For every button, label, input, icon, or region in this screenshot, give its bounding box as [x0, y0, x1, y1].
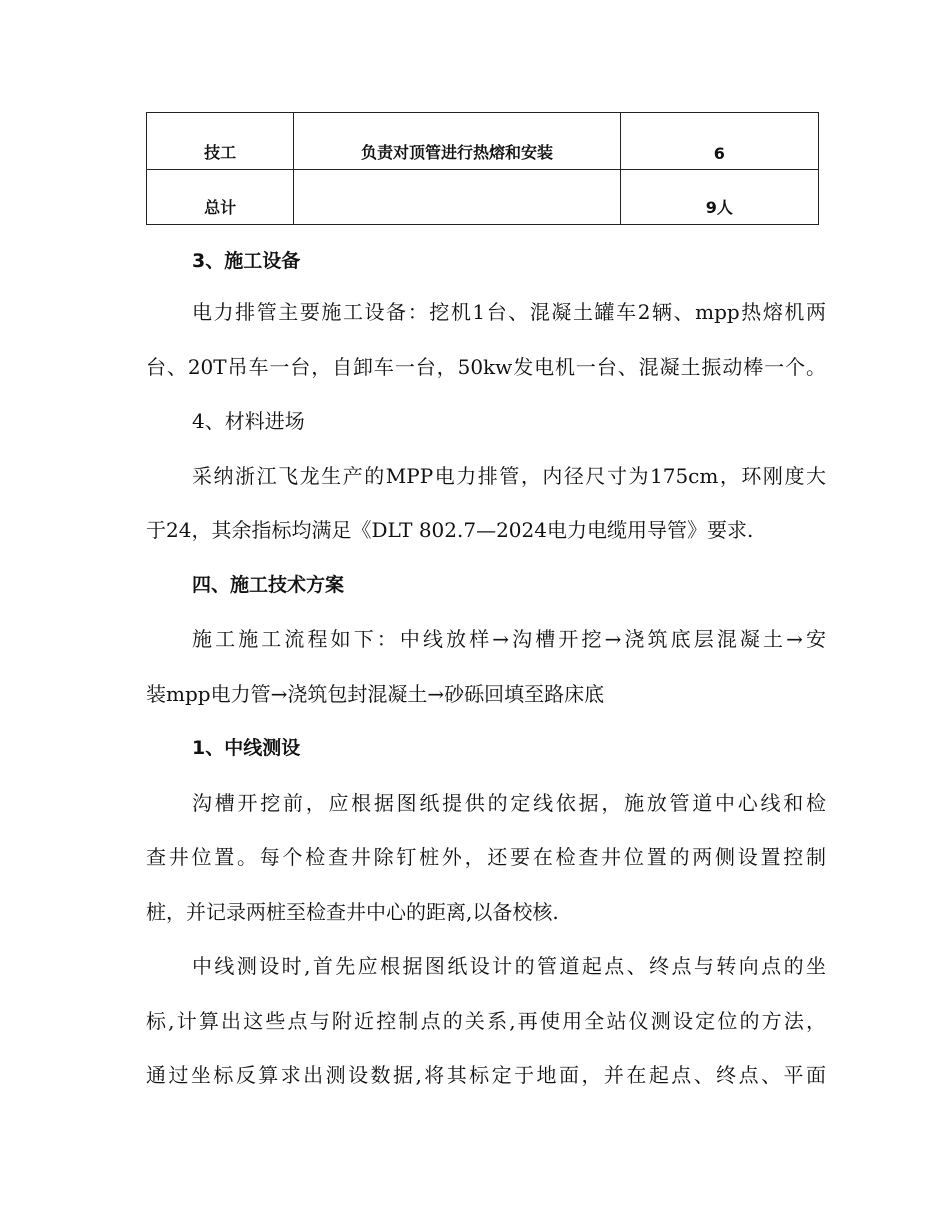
paragraph-line: 于24，其余指标均满足《DLT 802.7—2024电力电缆用导管》要求.: [146, 518, 754, 542]
section-heading-survey: 1、中线测设: [192, 737, 301, 759]
paragraph-line: 通过坐标反算求出测设数据,将其标定于地面，并在起点、终点、平面: [146, 1063, 826, 1087]
paragraph-line: 施工施工流程如下：中线放样→沟槽开挖→浇筑底层混凝土→安: [192, 627, 826, 651]
table-cell-count: 6: [620, 113, 818, 170]
table-cell-role: 技工: [147, 113, 294, 170]
staff-table: [146, 112, 819, 225]
paragraph-line: 中线测设时,首先应根据图纸设计的管道起点、终点与转向点的坐: [192, 954, 826, 978]
paragraph-line: 沟槽开挖前，应根据图纸提供的定线依据，施放管道中心线和检: [192, 791, 826, 815]
table-cell-duty: 负责对顶管进行热熔和安装: [294, 113, 620, 170]
section-heading-tech: 四、施工技术方案: [192, 574, 345, 596]
table-cell-count: 9人: [620, 170, 818, 225]
table-cell-role: 总计: [147, 170, 294, 225]
paragraph-line: 查井位置。每个检查井除钉桩外，还要在检查井位置的两侧设置控制: [146, 845, 826, 869]
paragraph-line: 采纳浙江飞龙生产的MPP电力排管，内径尺寸为175cm，环刚度大: [192, 464, 826, 488]
section-heading-equipment: 3、施工设备: [192, 250, 301, 272]
table-row: [147, 113, 819, 170]
table-cell-duty: [294, 170, 620, 225]
paragraph-line: 装mpp电力管→浇筑包封混凝土→砂砾回填至路床底: [146, 682, 605, 706]
paragraph-line: 台、20T吊车一台，自卸车一台，50kw发电机一台、混凝土振动棒一个。: [146, 355, 826, 379]
paragraph-line: 标,计算出这些点与附近控制点的关系,再使用全站仪测设定位的方法，: [146, 1009, 826, 1033]
table-row: [147, 170, 819, 225]
paragraph-line: 电力排管主要施工设备：挖机1台、混凝土罐车2辆、mpp热熔机两: [192, 300, 826, 324]
section-heading-material: 4、材料进场: [192, 409, 305, 433]
paragraph-line: 桩，并记录两桩至检查井中心的距离,以备校核.: [146, 900, 559, 924]
